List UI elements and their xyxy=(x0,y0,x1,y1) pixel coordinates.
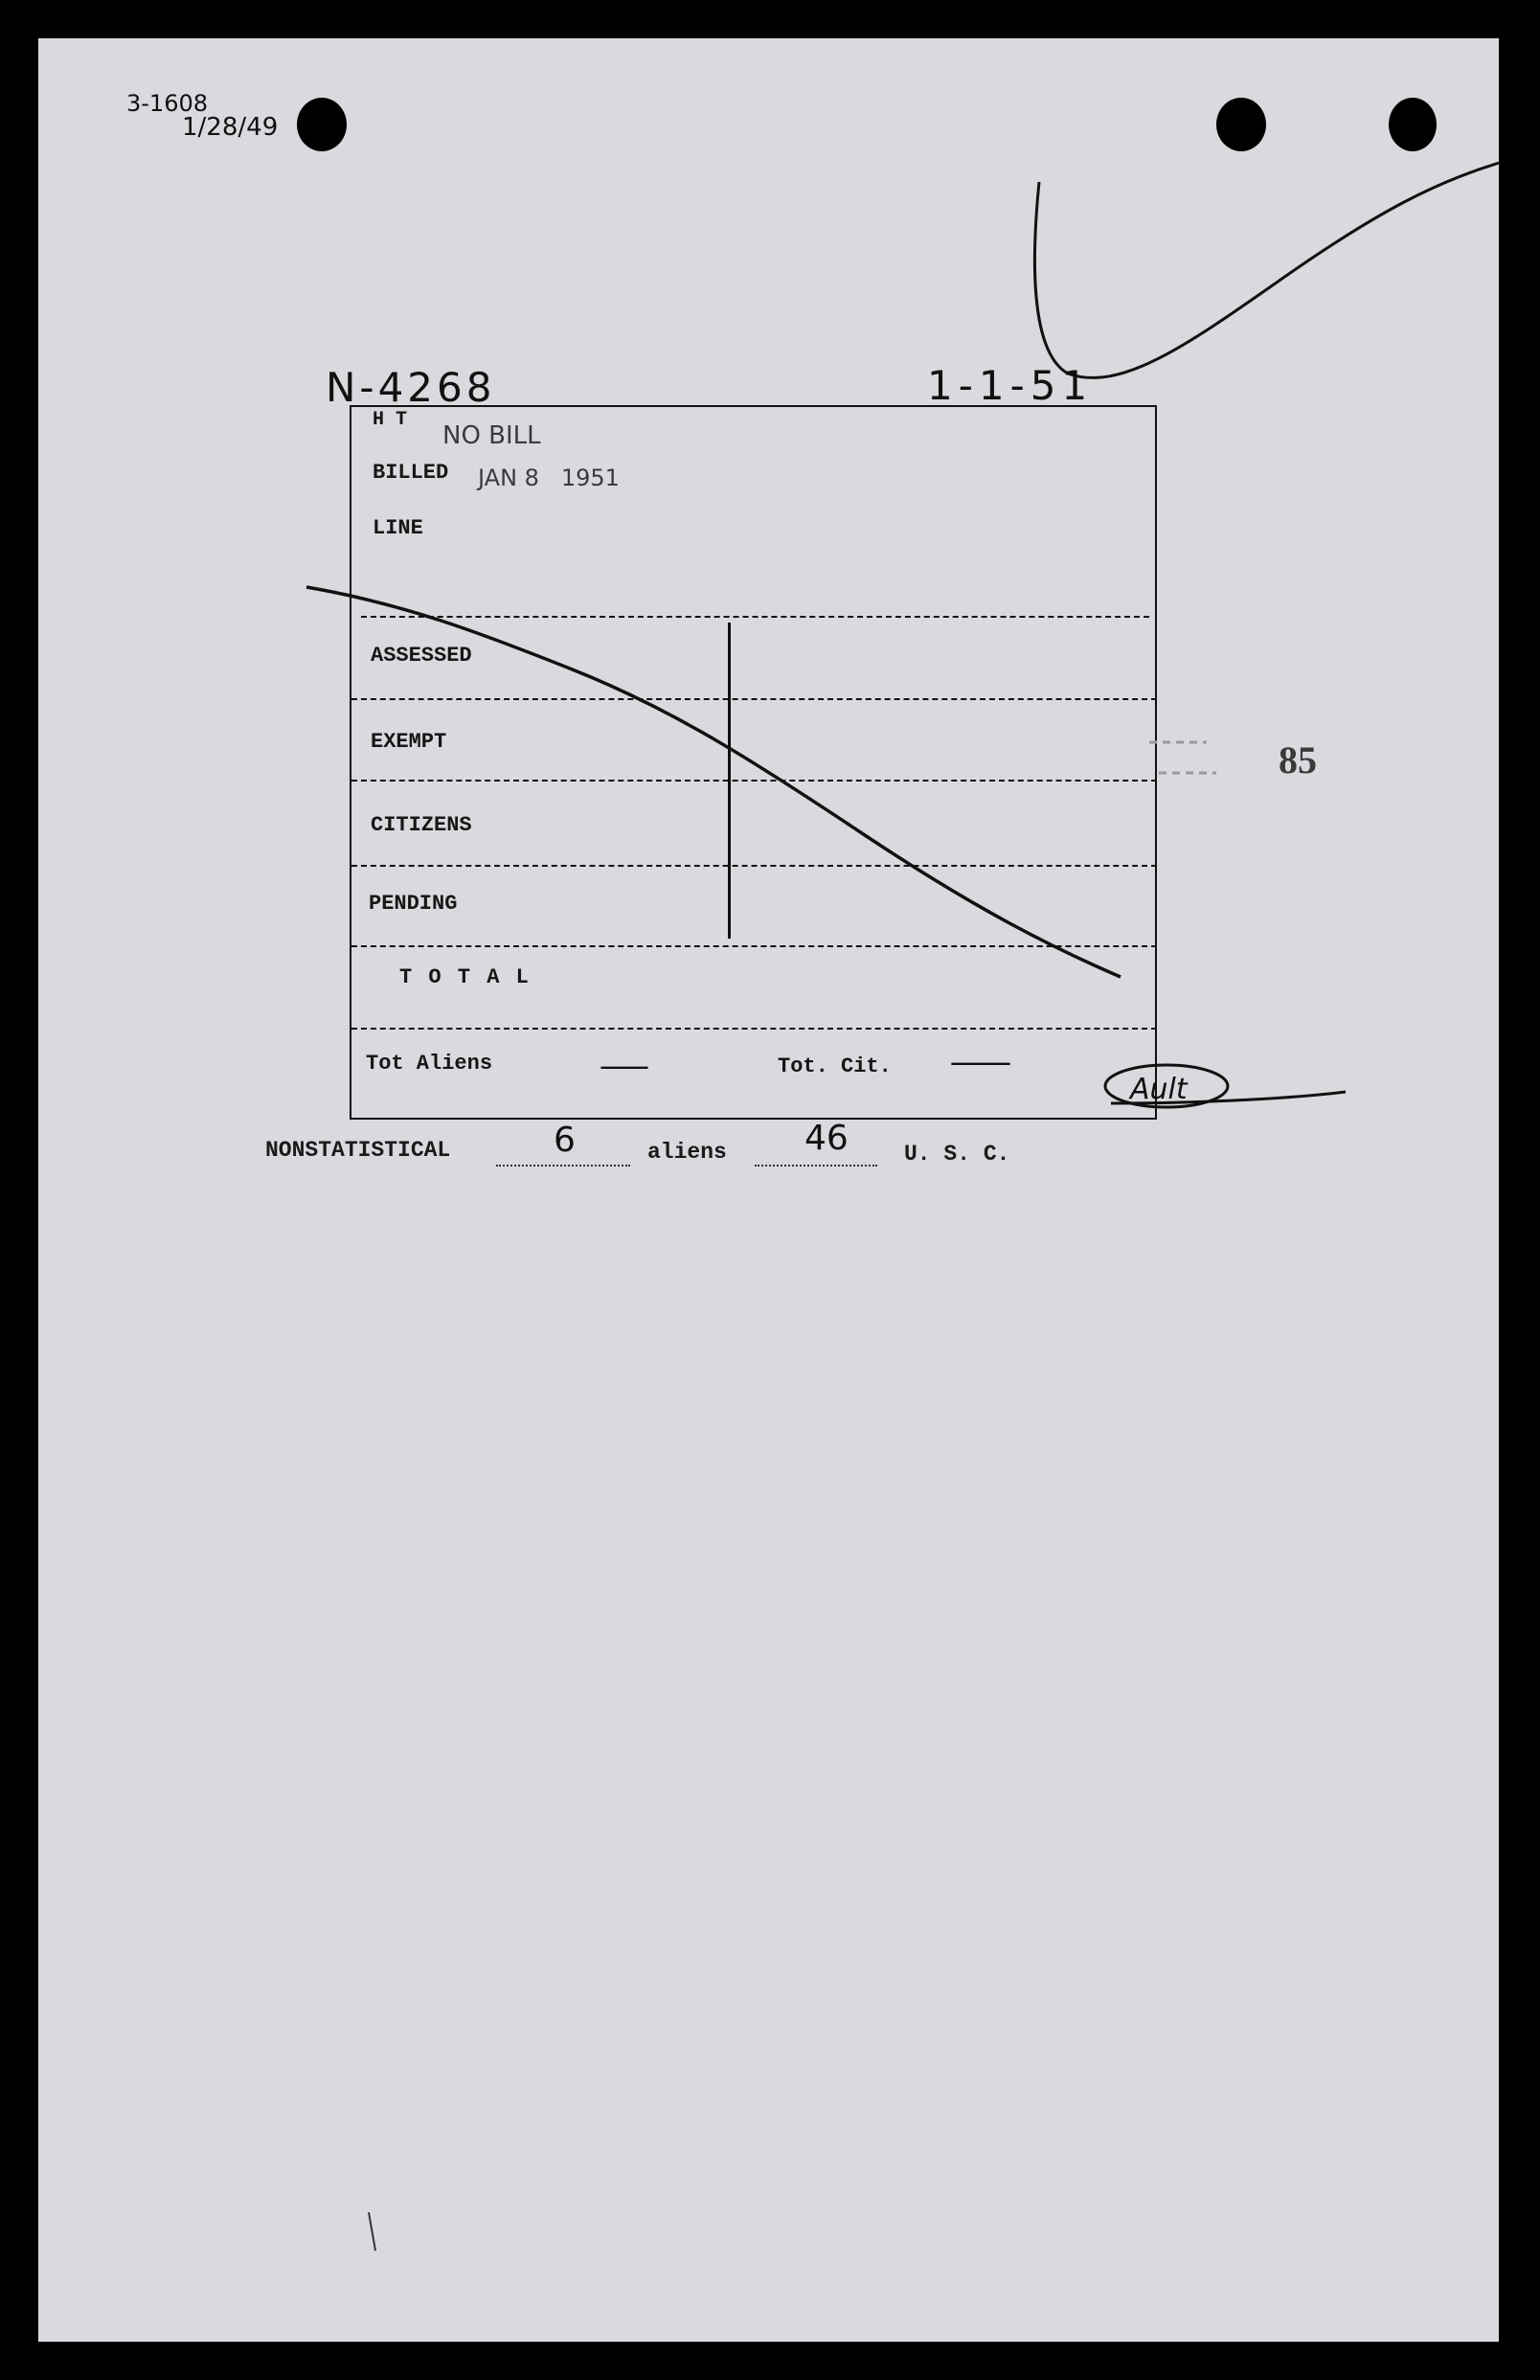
side-number: 85 xyxy=(1279,738,1317,782)
bottom-mark xyxy=(369,2212,375,2251)
nonstatistical-label: NONSTATISTICAL xyxy=(265,1138,451,1163)
tot-cit-value: — xyxy=(948,1043,1013,1081)
tot-aliens-value: — xyxy=(598,1047,651,1085)
aliens-label: aliens xyxy=(647,1140,727,1165)
form-date: 1/28/49 xyxy=(182,113,279,142)
row-label-assessed: ASSESSED xyxy=(371,644,472,668)
no-bill-stamp: NO BILL xyxy=(442,421,541,450)
billed-date-stamp: JAN 8 1951 xyxy=(478,465,620,491)
case-number: N-4268 xyxy=(326,364,496,411)
initials: Ault xyxy=(1130,1073,1188,1106)
card-date: 1-1-51 xyxy=(927,362,1094,409)
ht-label: H T xyxy=(373,409,408,431)
billed-label: BILLED xyxy=(373,461,449,485)
nonstatistical-aliens-value: 6 xyxy=(554,1121,576,1160)
cross-out-line xyxy=(306,587,1121,977)
row-label-exempt: EXEMPT xyxy=(371,730,447,754)
initials-tail xyxy=(1111,1092,1346,1103)
row-label-pending: PENDING xyxy=(369,892,458,916)
line-label: LINE xyxy=(373,516,423,540)
nonstatistical-usc-value: 46 xyxy=(804,1119,849,1158)
total-label: T O T A L xyxy=(399,965,531,989)
bracket-curve xyxy=(1034,163,1499,377)
form-number: 3-1608 xyxy=(126,90,209,117)
pen-strokes xyxy=(38,38,1499,2342)
tot-aliens-label: Tot Aliens xyxy=(366,1052,493,1076)
usc-label: U. S. C. xyxy=(904,1142,1010,1167)
tot-cit-label: Tot. Cit. xyxy=(778,1054,892,1078)
row-label-citizens: CITIZENS xyxy=(371,813,472,837)
document-page xyxy=(38,38,1499,2342)
